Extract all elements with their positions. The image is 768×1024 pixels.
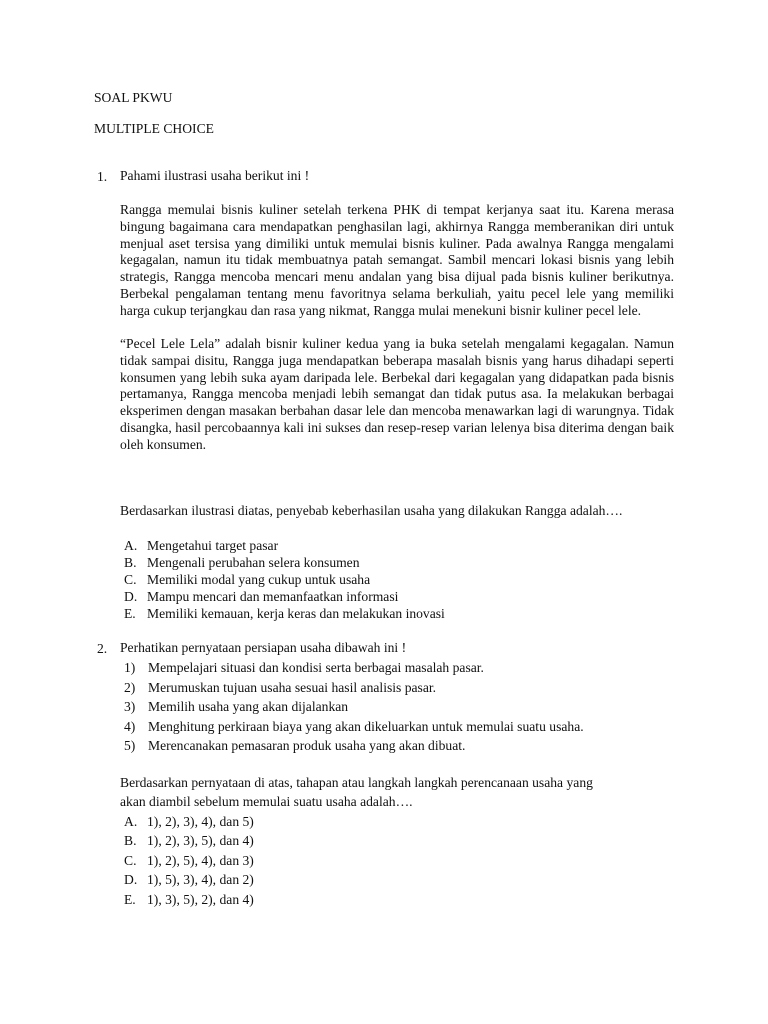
option-text: Mengenali perubahan selera konsumen: [147, 555, 360, 570]
question-1-prompt: Pahami ilustrasi usaha berikut ini !: [120, 168, 310, 183]
option-text: 1), 2), 5), 4), dan 3): [147, 853, 254, 868]
option-text: 1), 2), 3), 5), dan 4): [147, 833, 254, 848]
question-2-option[interactable]: [124, 832, 684, 849]
question-1-option[interactable]: [124, 605, 684, 622]
question-1-story-paragraph-2: “Pecel Lele Lela” adalah bisnir kuliner kedua yang ia buka setelah mengalami kegagalan. Namun tidak sampai disitu, Rangga juga mendapatkan beberapa masalah bisnis yang harus dihadapi seperti konsumen yang lebih suka ayam daripada lele. Berbekal dari kegagalan yang didapatkan pada bisnis pertamanya, Rangga mencoba menjadi lebih semangat dan tidak putus asa. Ia melakukan berbagai eksperimen dengan masakan berbahan dasar lele dan mencoba menawarkan lagi di warungnya. Tidak disangka, hasil percobaannya kali ini sukses dan resep-resep varian lelenya bisa diterima dengan baik oleh konsumen.: [120, 336, 674, 452]
statement-text: Merencanakan pemasaran produk usaha yang akan dibuat.: [148, 738, 466, 753]
option-label: B.: [124, 833, 137, 848]
statement-text: Merumuskan tujuan usaha sesuai hasil analisis pasar.: [148, 680, 437, 695]
option-label: C.: [124, 572, 137, 587]
option-text: Mengetahui target pasar: [147, 538, 279, 553]
option-label: D.: [124, 589, 138, 604]
question-2-statement: [124, 679, 684, 696]
statement-text: Mempelajari situasi dan kondisi serta berbagai masalah pasar.: [148, 660, 484, 675]
question-1-question: Berdasarkan ilustrasi diatas, penyebab keberhasilan usaha yang dilakukan Rangga adalah….: [120, 503, 623, 518]
option-text: 1), 2), 3), 4), dan 5): [147, 814, 254, 829]
question-2-statement: [124, 698, 684, 715]
question-2-statement: [124, 659, 684, 676]
statement-label: 3): [124, 699, 136, 714]
option-label: B.: [124, 555, 137, 570]
option-text: 1), 3), 5), 2), dan 4): [147, 892, 254, 907]
statement-text: Memilih usaha yang akan dijalankan: [148, 699, 349, 714]
question-2-option[interactable]: [124, 813, 684, 830]
option-label: A.: [124, 538, 138, 553]
statement-text: Menghitung perkiraan biaya yang akan dikeluarkan untuk memulai suatu usaha.: [148, 719, 584, 734]
option-label: E.: [124, 892, 136, 907]
option-text: Memiliki modal yang cukup untuk usaha: [147, 572, 371, 587]
question-1-option[interactable]: [124, 588, 684, 605]
statement-label: 1): [124, 660, 136, 675]
doc-subtitle: MULTIPLE CHOICE: [94, 121, 214, 136]
question-1-story-paragraph-1: Rangga memulai bisnis kuliner setelah terkena PHK di tempat kerjanya saat itu. Karena merasa bingung bagaimana cara mendapatkan penghasilan lagi, akhirnya Rangga memberanikan diri untuk menjual aset tersisa yang dimiliki untuk memulai bisnis kuliner. Pada awalnya Rangga mengalami kegagalan, namun itu tidak membuatnya patah semangat. Sambil mencari lokasi bisnis yang lebih strategis, Rangga mencoba mencari menu andalan yang bisa dijual pada bisnis kuliner berikutnya. Berbekal pengalaman tentang menu favoritnya selama berkuliah, yaitu pecel lele yang memiliki harga cukup terjangkau dan rasa yang nikmat, Rangga mulai menekuni bisnir kuliner pecel lele.: [120, 202, 674, 318]
option-text: Memiliki kemauan, kerja keras dan melakukan inovasi: [147, 606, 445, 621]
question-2-question-line-2: akan diambil sebelum memulai suatu usaha adalah….: [120, 794, 413, 809]
doc-title: SOAL PKWU: [94, 90, 173, 105]
option-label: A.: [124, 814, 138, 829]
question-2-option[interactable]: [124, 852, 684, 869]
question-2-number: 2.: [97, 641, 108, 656]
statement-label: 4): [124, 719, 136, 734]
question-2-statement: [124, 718, 684, 735]
option-label: D.: [124, 872, 138, 887]
option-label: E.: [124, 606, 136, 621]
option-text: Mampu mencari dan memanfaatkan informasi: [147, 589, 399, 604]
question-2-prompt: Perhatikan pernyataan persiapan usaha dibawah ini !: [120, 640, 407, 655]
question-2-question-line-1: Berdasarkan pernyataan di atas, tahapan atau langkah langkah perencanaan usaha yang: [120, 775, 593, 790]
option-label: C.: [124, 853, 137, 868]
question-1-option[interactable]: [124, 537, 684, 554]
question-2-option[interactable]: [124, 891, 684, 908]
question-2-statement: [124, 737, 684, 754]
question-2-option[interactable]: [124, 871, 684, 888]
question-1-option[interactable]: [124, 554, 684, 571]
question-1-option[interactable]: [124, 571, 684, 588]
statement-label: 2): [124, 680, 136, 695]
option-text: 1), 5), 3), 4), dan 2): [147, 872, 254, 887]
question-1-number: 1.: [97, 169, 108, 184]
statement-label: 5): [124, 738, 136, 753]
